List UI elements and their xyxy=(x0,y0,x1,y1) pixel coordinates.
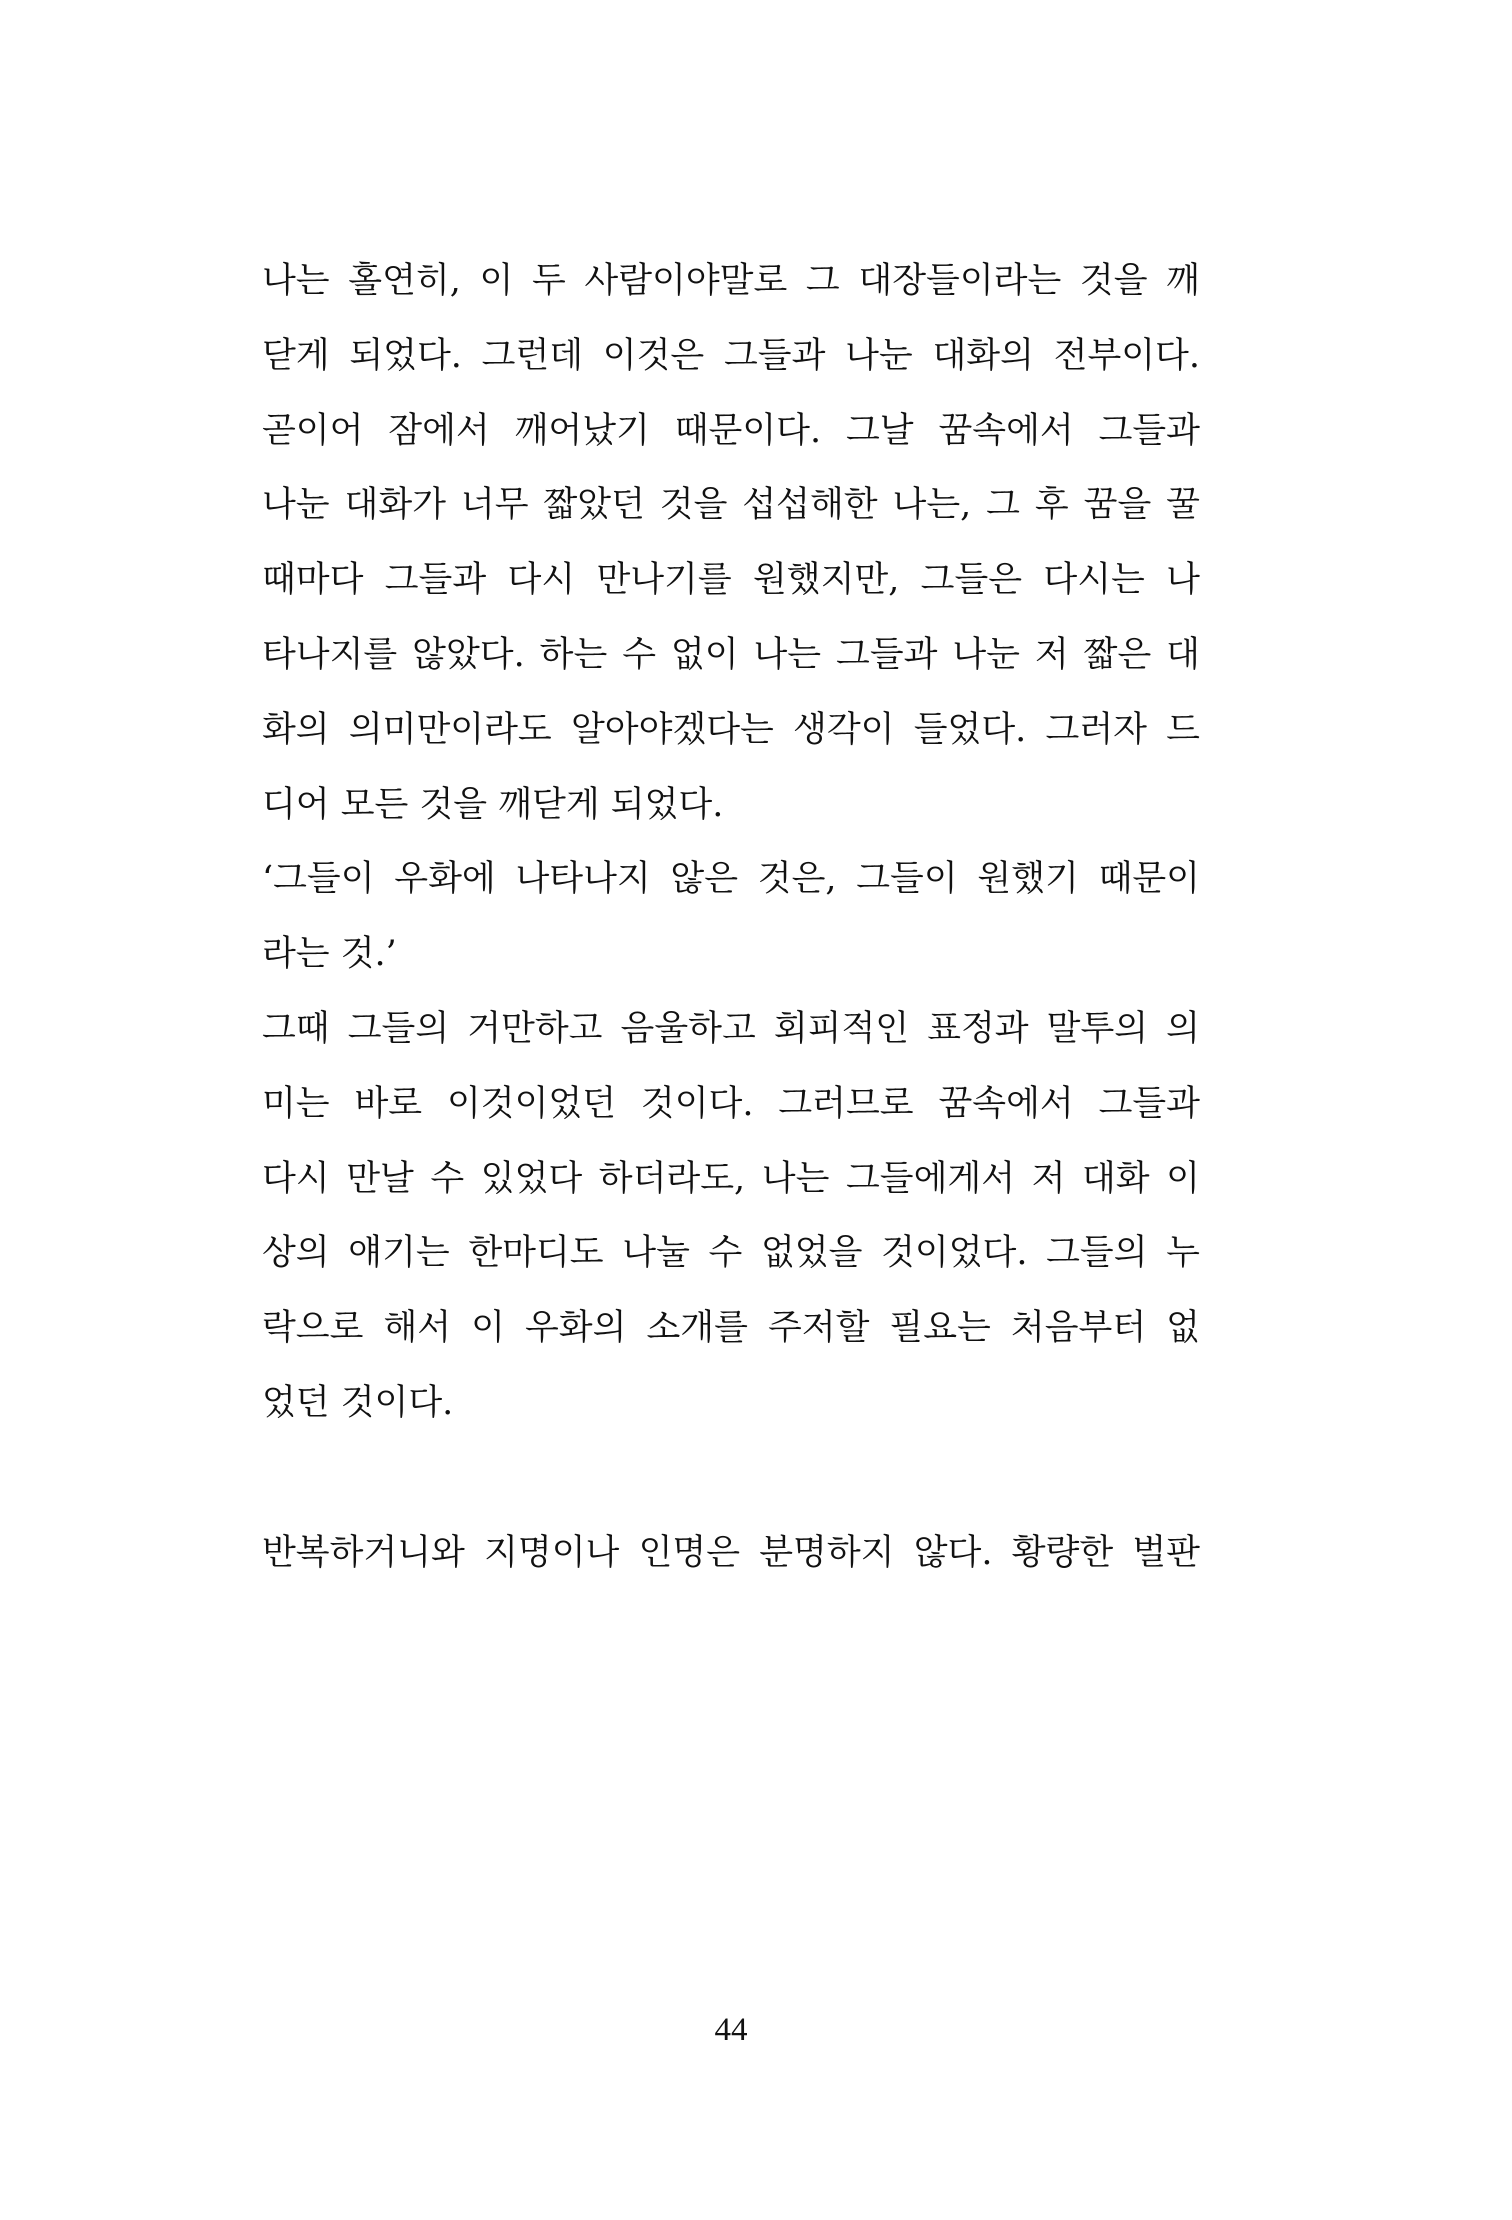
page-number: 44 xyxy=(714,2012,748,2048)
text-line: 상의 얘기는 한마디도 나눌 수 없었을 것이었다. 그들의 누 xyxy=(262,1233,1200,1274)
body-text xyxy=(262,244,1200,1590)
quote-line: 라는 것.’ xyxy=(262,934,397,975)
text-line: 그때 그들의 거만하고 음울하고 회피적인 표정과 말투의 의 xyxy=(262,1008,1200,1049)
text-line: 타나지를 않았다. 하는 수 없이 나는 그들과 나눈 저 짧은 대 xyxy=(262,634,1200,675)
text-line: 나눈 대화가 너무 짧았던 것을 섭섭해한 나는, 그 후 꿈을 꿀 xyxy=(262,485,1200,526)
quote-line: ‘그들이 우화에 나타나지 않은 것은, 그들이 원했기 때문이 xyxy=(262,859,1200,900)
text-line: 곧이어 잠에서 깨어났기 때문이다. 그날 꿈속에서 그들과 xyxy=(262,410,1200,451)
text-line: 나는 홀연히, 이 두 사람이야말로 그 대장들이라는 것을 깨 xyxy=(262,261,1200,301)
text-line: 락으로 해서 이 우화의 소개를 주저할 필요는 처음부터 없 xyxy=(262,1308,1200,1349)
text-line: 미는 바로 이것이었던 것이다. 그러므로 꿈속에서 그들과 xyxy=(262,1083,1200,1124)
text-line: 다시 만날 수 있었다 하더라도, 나는 그들에게서 저 대화 이 xyxy=(262,1158,1200,1199)
text-line: 때마다 그들과 다시 만나기를 원했지만, 그들은 다시는 나 xyxy=(262,560,1200,601)
text-line: 디어 모든 것을 깨닫게 되었다. xyxy=(262,784,724,825)
text-line: 닫게 되었다. 그런데 이것은 그들과 나눈 대화의 전부이다. xyxy=(262,335,1200,376)
text-line: 었던 것이다. xyxy=(262,1382,454,1423)
text-line: 반복하거니와 지명이나 인명은 분명하지 않다. 황량한 벌판 xyxy=(262,1532,1200,1573)
text-line: 화의 의미만이라도 알아야겠다는 생각이 들었다. 그러자 드 xyxy=(262,709,1200,750)
paragraph-gap xyxy=(262,1441,1200,1516)
